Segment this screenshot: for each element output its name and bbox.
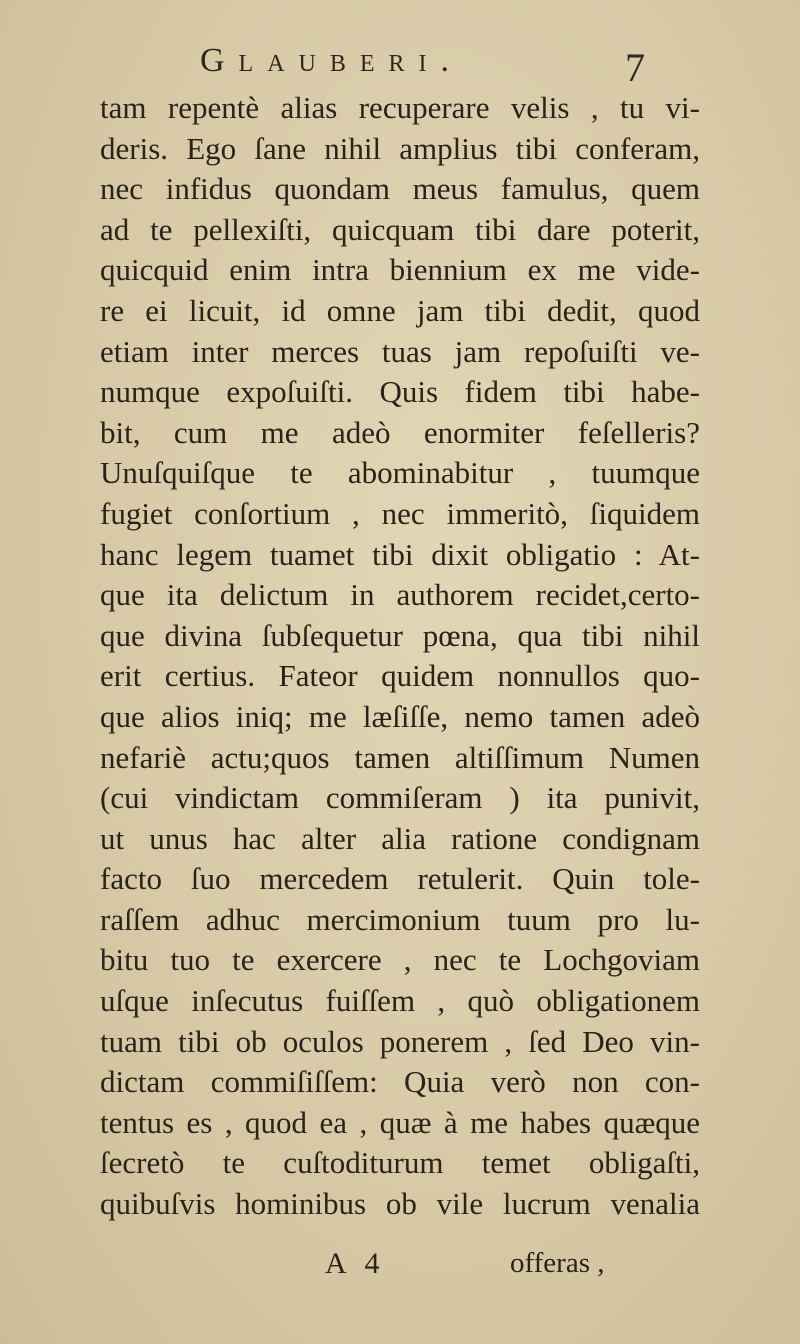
page-number: 7 xyxy=(625,45,645,90)
text-line: tentus es , quod ea , quæ à me habes quæque xyxy=(100,1104,700,1140)
text-line: bitu tuo te exercere , nec te Lochgoviam xyxy=(100,942,700,978)
text-line: nec infidus quondam meus famulus, quem xyxy=(100,171,700,207)
text-line: fugiet conſortium , nec immeritò, ſiquidem xyxy=(100,495,700,531)
text-line: Unuſquiſque te abominabitur , tuumque xyxy=(100,455,700,491)
text-line: numque expoſuiſti. Quis fidem tibi habe- xyxy=(100,374,700,410)
catchword: offeras , xyxy=(510,1247,605,1279)
text-line: ad te pellexiſti, quicquam tibi dare poterit, xyxy=(100,211,700,247)
text-line: hanc legem tuamet tibi dixit obligatio : At- xyxy=(100,536,700,572)
text-line: ſecretò te cuſtoditurum temet obligaſti, xyxy=(100,1145,700,1181)
running-head xyxy=(200,38,680,90)
text-line: bit, cum me adeò enormiter feſelleris? xyxy=(100,414,700,450)
text-line: tuam tibi ob oculos ponerem , ſed Deo vin- xyxy=(100,1023,700,1059)
text-line: uſque inſecutus fuiſſem , quò obligationem xyxy=(100,983,700,1019)
text-line: que ita delictum in authorem recidet,certo- xyxy=(100,577,700,613)
text-line: quicquid enim intra biennium ex me vide- xyxy=(100,252,700,288)
running-title: Glauberi. xyxy=(200,42,464,79)
text-line: facto ſuo mercedem retulerit. Quin tole- xyxy=(100,861,700,897)
text-line: dictam commiſiſſem: Quia verò non con- xyxy=(100,1064,700,1100)
page-footer xyxy=(100,1247,700,1289)
text-line: ut unus hac alter alia ratione condignam xyxy=(100,820,700,856)
text-line: quibuſvis hominibus ob vile lucrum venalia xyxy=(100,1186,700,1222)
text-line: (cui vindictam commiſeram ) ita punivit, xyxy=(100,780,700,816)
text-line: tam repentè alias recuperare velis , tu vi- xyxy=(100,90,700,125)
text-line: deris. Ego ſane nihil amplius tibi conferam, xyxy=(100,130,700,166)
text-line: nefariè actu;quos tamen altiſſimum Numen xyxy=(100,739,700,775)
text-line: que alios iniq; me læſiſſe, nemo tamen adeò xyxy=(100,698,700,734)
text-line: re ei licuit, id omne jam tibi dedit, quod xyxy=(100,292,700,328)
text-line: erit certius. Fateor quidem nonnullos quo- xyxy=(100,658,700,694)
text-line: raſſem adhuc mercimonium tuum pro lu- xyxy=(100,901,700,937)
signature-mark: A 4 xyxy=(325,1247,386,1280)
body-text xyxy=(100,88,700,1225)
text-line: que divina ſubſequetur pœna, qua tibi nihil xyxy=(100,617,700,653)
text-line: etiam inter merces tuas jam repoſuiſti ve- xyxy=(100,333,700,369)
